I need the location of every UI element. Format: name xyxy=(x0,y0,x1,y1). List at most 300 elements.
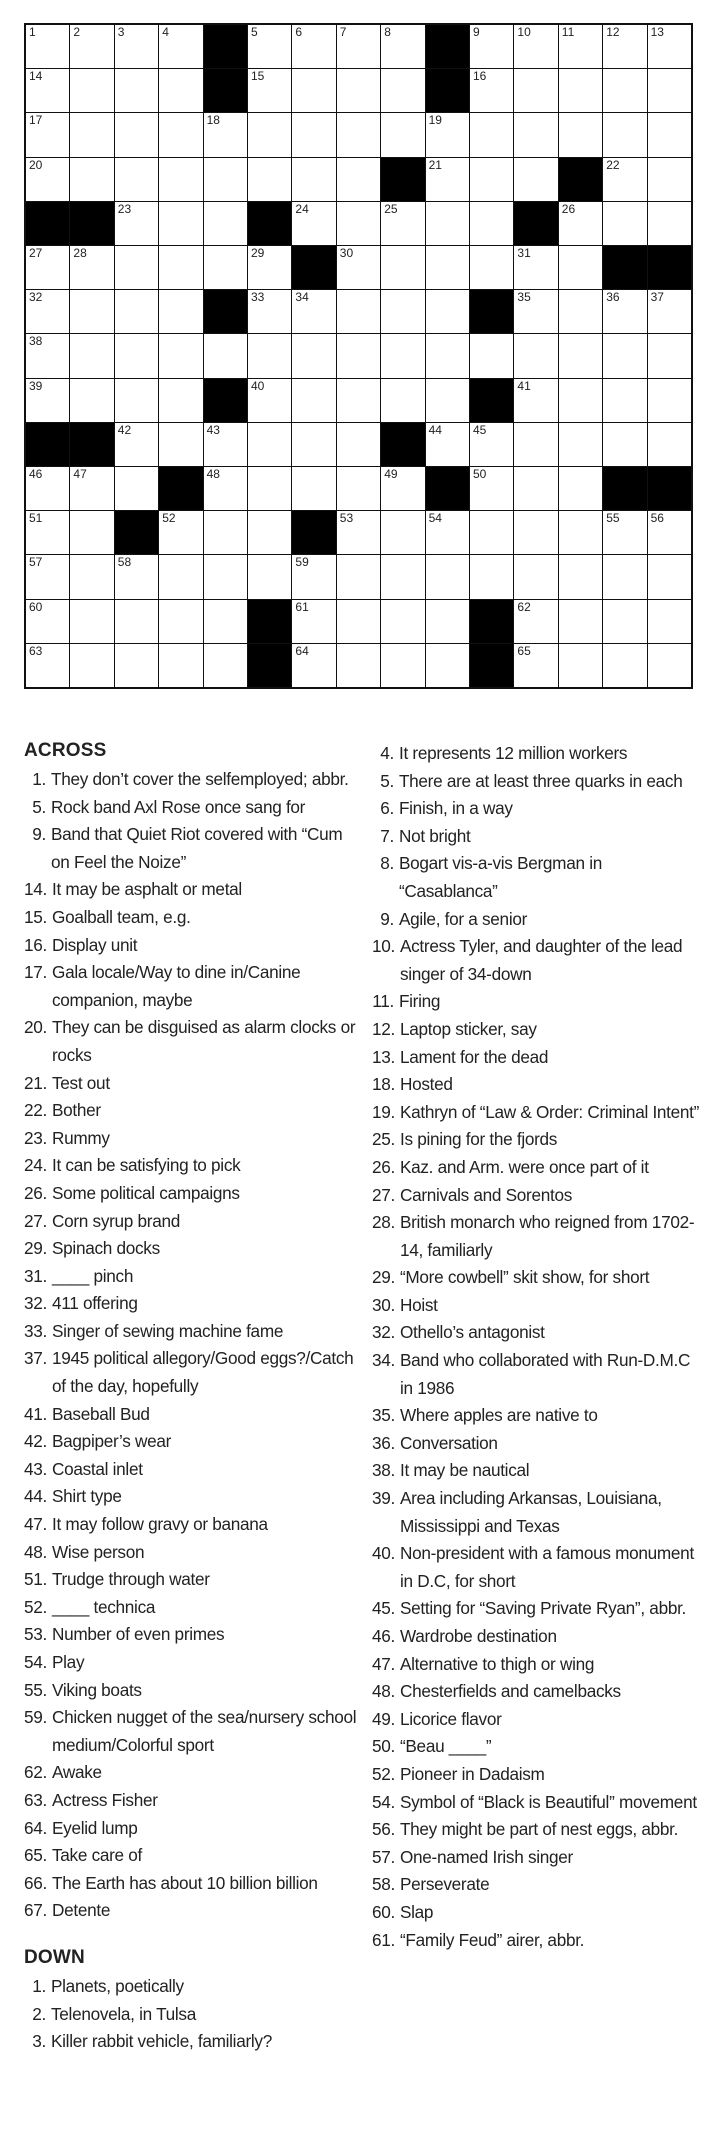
answer-square[interactable] xyxy=(648,113,691,156)
answer-square[interactable] xyxy=(514,467,557,510)
clue-item xyxy=(24,1263,358,1291)
answer-square[interactable] xyxy=(648,69,691,112)
answer-square[interactable] xyxy=(70,644,113,687)
answer-square[interactable] xyxy=(115,290,158,333)
answer-square[interactable] xyxy=(204,555,247,598)
clue-number-label: 22. xyxy=(24,1100,47,1121)
answer-square[interactable] xyxy=(337,423,380,466)
answer-square[interactable] xyxy=(559,202,602,245)
answer-square[interactable] xyxy=(426,113,469,156)
clue-text: Lament for the dead xyxy=(399,1046,549,1067)
answer-square[interactable] xyxy=(159,69,202,112)
answer-square[interactable] xyxy=(426,511,469,554)
answer-square[interactable] xyxy=(115,467,158,510)
answer-square[interactable] xyxy=(248,25,291,68)
answer-square[interactable] xyxy=(337,25,380,68)
clue-item xyxy=(24,1897,358,1925)
answer-square[interactable] xyxy=(159,158,202,201)
answer-square[interactable] xyxy=(337,379,380,422)
clue-number-label: 9. xyxy=(32,824,46,845)
clue-text: Actress Fisher xyxy=(52,1789,158,1810)
answer-square[interactable] xyxy=(292,113,335,156)
clue-number-label: 57. xyxy=(371,1846,395,1867)
clue-number: 19 xyxy=(428,113,442,128)
answer-square[interactable] xyxy=(381,467,424,510)
answer-square[interactable] xyxy=(115,600,158,643)
answer-square[interactable] xyxy=(381,290,424,333)
answer-square[interactable] xyxy=(559,290,602,333)
answer-square[interactable] xyxy=(292,69,335,112)
answer-square[interactable] xyxy=(514,290,557,333)
answer-square[interactable] xyxy=(514,511,557,554)
answer-square[interactable] xyxy=(648,25,691,68)
answer-square[interactable] xyxy=(559,334,602,377)
clue-number-label: 44. xyxy=(24,1486,47,1507)
answer-square[interactable] xyxy=(381,69,424,112)
clue-item xyxy=(24,1787,358,1815)
clue-text: Telenovela, in Tulsa xyxy=(51,2003,196,2024)
answer-square[interactable] xyxy=(381,113,424,156)
answer-square[interactable] xyxy=(603,334,646,377)
answer-square[interactable] xyxy=(70,69,113,112)
clue-text: Is pining for the fjords xyxy=(399,1129,558,1150)
answer-square[interactable] xyxy=(648,158,691,201)
answer-square[interactable] xyxy=(426,379,469,422)
answer-square[interactable] xyxy=(514,555,557,598)
answer-square[interactable] xyxy=(115,555,158,598)
answer-square[interactable] xyxy=(381,334,424,377)
answer-square[interactable] xyxy=(26,246,69,289)
clue-number-label: 63. xyxy=(24,1789,47,1810)
answer-square[interactable] xyxy=(248,467,291,510)
answer-square[interactable] xyxy=(381,555,424,598)
clue-number: 31 xyxy=(517,246,531,260)
clue-number: 42 xyxy=(117,422,132,437)
answer-square[interactable] xyxy=(204,113,247,156)
clue-number: 51 xyxy=(29,511,43,526)
clue-number: 37 xyxy=(650,290,664,305)
answer-square[interactable] xyxy=(70,290,113,333)
answer-square[interactable] xyxy=(159,644,202,687)
answer-square[interactable] xyxy=(648,379,691,422)
clue-number: 43 xyxy=(206,422,220,437)
answer-square[interactable] xyxy=(115,379,158,422)
answer-square[interactable] xyxy=(426,600,469,643)
answer-square[interactable] xyxy=(470,467,513,510)
answer-square[interactable] xyxy=(381,379,424,422)
clue-item xyxy=(24,1870,358,1898)
clue-text: It may be nautical xyxy=(399,1460,530,1481)
answer-square[interactable] xyxy=(159,511,202,554)
answer-square[interactable] xyxy=(292,202,335,245)
answer-square[interactable] xyxy=(292,158,335,201)
answer-square[interactable] xyxy=(337,202,380,245)
clue-number-label: 40. xyxy=(371,1543,395,1564)
answer-square[interactable] xyxy=(70,379,113,422)
answer-square[interactable] xyxy=(115,246,158,289)
answer-square[interactable] xyxy=(337,467,380,510)
answer-square[interactable] xyxy=(381,202,424,245)
answer-square[interactable] xyxy=(159,290,202,333)
answer-square[interactable] xyxy=(159,334,202,377)
answer-square[interactable] xyxy=(159,379,202,422)
answer-square[interactable] xyxy=(159,600,202,643)
clue-item xyxy=(372,1761,700,1789)
answer-square[interactable] xyxy=(248,113,291,156)
answer-square[interactable] xyxy=(381,246,424,289)
answer-square[interactable] xyxy=(204,423,247,466)
answer-square[interactable] xyxy=(470,202,513,245)
answer-square[interactable] xyxy=(115,334,158,377)
clue-text: Carnivals and Sorentos xyxy=(399,1184,573,1205)
answer-square[interactable] xyxy=(337,69,380,112)
clue-text: Coastal inlet xyxy=(52,1458,143,1479)
answer-square[interactable] xyxy=(603,379,646,422)
answer-square[interactable] xyxy=(426,158,469,201)
clue-text: Rummy xyxy=(52,1127,110,1148)
answer-square[interactable] xyxy=(514,600,557,643)
answer-square[interactable] xyxy=(603,423,646,466)
clue-number: 6 xyxy=(295,25,303,39)
answer-square[interactable] xyxy=(248,158,291,201)
black-square xyxy=(648,246,691,289)
answer-square[interactable] xyxy=(648,555,691,598)
answer-square[interactable] xyxy=(470,555,513,598)
answer-square[interactable] xyxy=(603,25,646,68)
answer-square[interactable] xyxy=(559,69,602,112)
answer-square[interactable] xyxy=(70,246,113,289)
answer-square[interactable] xyxy=(115,202,158,245)
answer-square[interactable] xyxy=(337,334,380,377)
answer-square[interactable] xyxy=(559,600,602,643)
answer-square[interactable] xyxy=(70,511,113,554)
clue-text: The Earth has about 10 billion billion xyxy=(52,1872,318,1893)
clue-text: Bagpiper’s wear xyxy=(52,1431,172,1452)
clue-number: 17 xyxy=(29,113,43,128)
answer-square[interactable] xyxy=(559,511,602,554)
answer-square[interactable] xyxy=(603,644,646,687)
answer-square[interactable] xyxy=(248,246,291,289)
clue-text: Shirt type xyxy=(52,1486,122,1507)
answer-square[interactable] xyxy=(648,511,691,554)
clue-text: Viking boats xyxy=(52,1679,142,1700)
clue-item xyxy=(372,768,700,796)
clue-number-label: 47. xyxy=(371,1653,395,1674)
answer-square[interactable] xyxy=(337,158,380,201)
answer-square[interactable] xyxy=(559,467,602,510)
answer-square[interactable] xyxy=(381,511,424,554)
answer-square[interactable] xyxy=(292,334,335,377)
answer-square[interactable] xyxy=(426,246,469,289)
clue-number-label: 55. xyxy=(24,1679,47,1700)
answer-square[interactable] xyxy=(470,511,513,554)
answer-square[interactable] xyxy=(470,25,513,68)
answer-square[interactable] xyxy=(470,334,513,377)
answer-square[interactable] xyxy=(514,644,557,687)
answer-square[interactable] xyxy=(426,644,469,687)
answer-square[interactable] xyxy=(337,290,380,333)
answer-square[interactable] xyxy=(204,334,247,377)
answer-square[interactable] xyxy=(337,511,380,554)
answer-square[interactable] xyxy=(204,158,247,201)
clue-item xyxy=(372,1347,700,1402)
answer-square[interactable] xyxy=(292,467,335,510)
down-clue-list-continued xyxy=(372,740,700,1954)
clue-item xyxy=(372,1595,700,1623)
answer-square[interactable] xyxy=(115,69,158,112)
answer-square[interactable] xyxy=(248,290,291,333)
clue-number-label: 27. xyxy=(371,1184,395,1205)
clue-number-label: 49. xyxy=(371,1708,395,1729)
clue-number: 58 xyxy=(117,555,132,570)
answer-square[interactable] xyxy=(337,246,380,289)
answer-square[interactable] xyxy=(648,202,691,245)
clue-item xyxy=(24,932,358,960)
clue-item xyxy=(372,1016,700,1044)
answer-square[interactable] xyxy=(159,423,202,466)
clue-number: 34 xyxy=(295,290,309,305)
answer-square[interactable] xyxy=(603,555,646,598)
answer-square[interactable] xyxy=(514,379,557,422)
answer-square[interactable] xyxy=(381,25,424,68)
black-square xyxy=(514,202,557,245)
clue-number-label: 60. xyxy=(371,1901,395,1922)
clue-text: ____ pinch xyxy=(52,1265,134,1286)
answer-square[interactable] xyxy=(159,555,202,598)
across-clue-list xyxy=(24,766,358,1925)
clue-item xyxy=(24,1511,358,1539)
clue-number-label: 14. xyxy=(24,879,47,900)
answer-square[interactable] xyxy=(559,246,602,289)
answer-square[interactable] xyxy=(248,555,291,598)
clue-text: Number of even primes xyxy=(52,1624,225,1645)
clue-number: 8 xyxy=(384,25,391,39)
clue-number-label: 5. xyxy=(380,770,394,791)
answer-square[interactable] xyxy=(70,334,113,377)
clue-item xyxy=(24,1539,358,1567)
answer-square[interactable] xyxy=(603,202,646,245)
answer-square[interactable] xyxy=(337,113,380,156)
answer-square[interactable] xyxy=(603,158,646,201)
answer-square[interactable] xyxy=(514,158,557,201)
answer-square[interactable] xyxy=(204,246,247,289)
clue-number: 1 xyxy=(29,25,36,39)
answer-square[interactable] xyxy=(248,423,291,466)
answer-square[interactable] xyxy=(26,69,69,112)
answer-square[interactable] xyxy=(204,511,247,554)
answer-square[interactable] xyxy=(70,555,113,598)
answer-square[interactable] xyxy=(70,113,113,156)
answer-square[interactable] xyxy=(115,25,158,68)
clue-number: 52 xyxy=(162,511,176,526)
answer-square[interactable] xyxy=(337,600,380,643)
answer-square[interactable] xyxy=(292,600,335,643)
clue-text: Kathryn of “Law & Order: Criminal Intent” xyxy=(399,1101,700,1122)
clue-number: 27 xyxy=(29,246,43,260)
answer-square[interactable] xyxy=(70,158,113,201)
answer-square[interactable] xyxy=(381,600,424,643)
answer-square[interactable] xyxy=(292,644,335,687)
answer-square[interactable] xyxy=(204,600,247,643)
clue-number-label: 50. xyxy=(371,1736,395,1757)
answer-square[interactable] xyxy=(426,334,469,377)
answer-square[interactable] xyxy=(559,379,602,422)
clue-item xyxy=(372,1899,700,1927)
answer-square[interactable] xyxy=(603,511,646,554)
clue-item xyxy=(372,795,700,823)
answer-square[interactable] xyxy=(70,600,113,643)
answer-square[interactable] xyxy=(115,113,158,156)
clue-number: 4 xyxy=(162,25,169,39)
clue-number-label: 38. xyxy=(371,1460,395,1481)
answer-square[interactable] xyxy=(248,379,291,422)
clue-text: “Beau ____” xyxy=(399,1736,492,1757)
clue-number: 46 xyxy=(29,467,43,481)
answer-square[interactable] xyxy=(426,202,469,245)
answer-square[interactable] xyxy=(204,467,247,510)
clue-number: 23 xyxy=(117,201,132,216)
answer-square[interactable] xyxy=(26,334,69,377)
answer-square[interactable] xyxy=(559,644,602,687)
answer-square[interactable] xyxy=(514,69,557,112)
answer-square[interactable] xyxy=(559,113,602,156)
clue-number-label: 35. xyxy=(371,1405,395,1426)
answer-square[interactable] xyxy=(648,644,691,687)
answer-square[interactable] xyxy=(115,158,158,201)
clue-number-label: 27. xyxy=(24,1210,47,1231)
answer-square[interactable] xyxy=(337,555,380,598)
answer-square[interactable] xyxy=(470,113,513,156)
clue-text: “Family Feud” airer, abbr. xyxy=(399,1929,585,1950)
answer-square[interactable] xyxy=(648,290,691,333)
clue-text: They can be disguised as alarm clocks or rocks xyxy=(52,1017,356,1065)
answer-square[interactable] xyxy=(514,25,557,68)
answer-square[interactable] xyxy=(292,290,335,333)
answer-square[interactable] xyxy=(603,113,646,156)
clue-number: 64 xyxy=(295,643,309,658)
black-square xyxy=(603,467,646,510)
answer-square[interactable] xyxy=(26,379,69,422)
clue-text: Baseball Bud xyxy=(52,1403,150,1424)
answer-square[interactable] xyxy=(559,423,602,466)
answer-square[interactable] xyxy=(470,423,513,466)
answer-square[interactable] xyxy=(159,25,202,68)
answer-square[interactable] xyxy=(26,511,69,554)
answer-square[interactable] xyxy=(292,25,335,68)
clue-item xyxy=(24,766,358,794)
clue-item xyxy=(372,1319,700,1347)
clue-text: Some political campaigns xyxy=(52,1182,240,1203)
answer-square[interactable] xyxy=(648,423,691,466)
answer-square[interactable] xyxy=(115,423,158,466)
answer-square[interactable] xyxy=(26,158,69,201)
answer-square[interactable] xyxy=(648,334,691,377)
answer-square[interactable] xyxy=(248,69,291,112)
clue-number-label: 7. xyxy=(380,825,394,846)
answer-square[interactable] xyxy=(204,202,247,245)
black-square xyxy=(248,644,291,687)
clue-item xyxy=(372,1789,700,1817)
answer-square[interactable] xyxy=(26,290,69,333)
answer-square[interactable] xyxy=(26,467,69,510)
clue-number-label: 2. xyxy=(32,2003,46,2024)
answer-square[interactable] xyxy=(204,644,247,687)
answer-square[interactable] xyxy=(559,25,602,68)
answer-square[interactable] xyxy=(115,644,158,687)
clue-text: Area including Arkansas, Louisiana, Mississippi and Texas xyxy=(399,1488,662,1536)
clue-number-label: 28. xyxy=(371,1212,395,1233)
clue-text: They don’t cover the selfemployed; abbr. xyxy=(51,769,349,789)
answer-square[interactable] xyxy=(514,113,557,156)
answer-square[interactable] xyxy=(292,423,335,466)
answer-square[interactable] xyxy=(292,379,335,422)
answer-square[interactable] xyxy=(337,644,380,687)
clue-item xyxy=(24,1401,358,1429)
answer-square[interactable] xyxy=(559,555,602,598)
answer-square[interactable] xyxy=(26,600,69,643)
clue-item xyxy=(24,1152,358,1180)
answer-square[interactable] xyxy=(603,69,646,112)
clue-text: Setting for “Saving Private Ryan”, abbr. xyxy=(399,1598,687,1619)
clue-text: Agile, for a senior xyxy=(398,908,528,929)
answer-square[interactable] xyxy=(248,511,291,554)
answer-square[interactable] xyxy=(426,555,469,598)
clue-text: Band that Quiet Riot covered with “Cum on Feel the Noize” xyxy=(51,824,343,872)
answer-square[interactable] xyxy=(70,467,113,510)
answer-square[interactable] xyxy=(426,290,469,333)
clue-item xyxy=(24,2028,358,2056)
answer-square[interactable] xyxy=(26,555,69,598)
answer-square[interactable] xyxy=(514,423,557,466)
clue-item xyxy=(24,1318,358,1346)
answer-square[interactable] xyxy=(648,600,691,643)
answer-square[interactable] xyxy=(514,334,557,377)
answer-square[interactable] xyxy=(426,423,469,466)
clue-number: 14 xyxy=(29,69,43,84)
answer-square[interactable] xyxy=(26,25,69,68)
answer-square[interactable] xyxy=(70,25,113,68)
clue-number-label: 37. xyxy=(24,1348,47,1369)
answer-square[interactable] xyxy=(159,113,202,156)
clue-number-label: 48. xyxy=(24,1541,47,1562)
clue-item xyxy=(24,1483,358,1511)
answer-square[interactable] xyxy=(470,158,513,201)
answer-square[interactable] xyxy=(470,69,513,112)
clue-item xyxy=(24,959,358,1014)
answer-square[interactable] xyxy=(159,202,202,245)
answer-square[interactable] xyxy=(292,555,335,598)
answer-square[interactable] xyxy=(381,644,424,687)
clue-number-label: 53. xyxy=(24,1624,47,1645)
answer-square[interactable] xyxy=(603,290,646,333)
answer-square[interactable] xyxy=(514,246,557,289)
answer-square[interactable] xyxy=(603,600,646,643)
answer-square[interactable] xyxy=(470,246,513,289)
answer-square[interactable] xyxy=(26,644,69,687)
clue-number: 36 xyxy=(606,290,620,305)
clue-text: It represents 12 million workers xyxy=(398,743,628,763)
clue-text: 411 offering xyxy=(52,1293,138,1314)
clue-number-label: 34. xyxy=(371,1350,395,1371)
answer-square[interactable] xyxy=(159,246,202,289)
clue-item xyxy=(24,1290,358,1318)
clue-text: Take care of xyxy=(52,1845,143,1866)
clue-number-label: 61. xyxy=(371,1929,395,1950)
clue-number-label: 10. xyxy=(371,936,395,957)
clue-number-label: 67. xyxy=(24,1900,47,1921)
answer-square[interactable] xyxy=(248,334,291,377)
answer-square[interactable] xyxy=(26,113,69,156)
